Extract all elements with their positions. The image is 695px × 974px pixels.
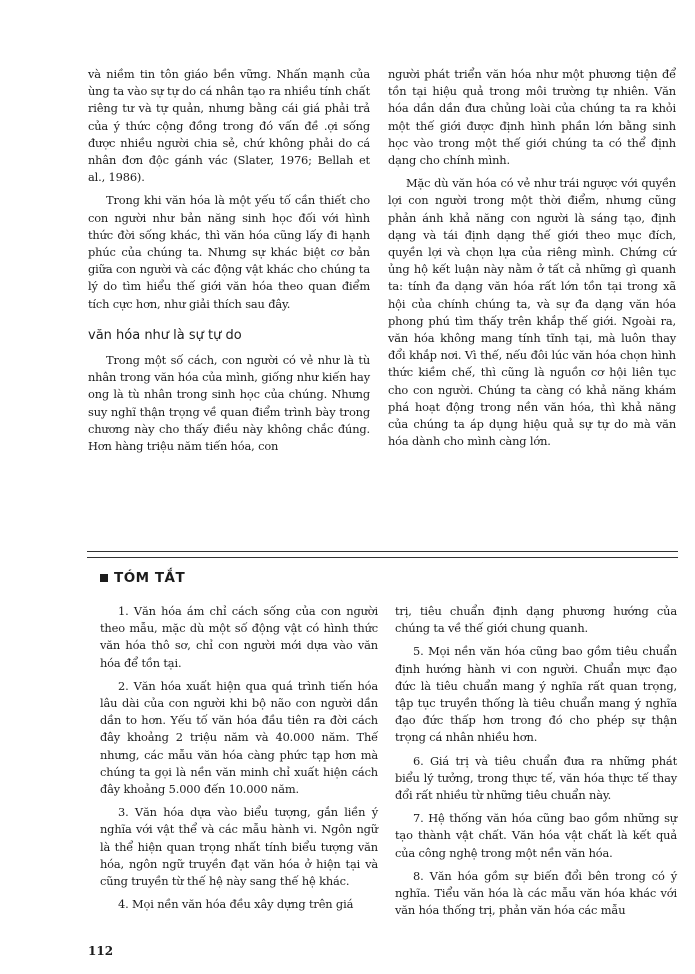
summary-heading: [100, 570, 185, 586]
paragraph: Mặc dù văn hóa có vẻ như trái ngược với quyền lợi con người trong một thời điểm, nhưng cũng phản ánh khả năng con người là sáng tạo, định dạng và tái định dạng thế giới theo mục đích, quyền lợi và chọn lựa của riêng mình. Chứng cứ ủng hộ kết luận này nằm ở tất cả những gì quanh ta: tính đa dạng văn hóa rất lớn tồn tại trong xã hội của chính chúng ta, và sự đa dạng văn hóa phong phú tìm thấy trên khắp thế giới. Ngoài ra, văn hóa không mang tính tĩnh tại, mà luôn thay đổi khắp nơi. Vì thế, nếu đôi lúc văn hóa chọn hình thức kiềm chế, thì cũng là nguồn cơ hội liên tục cho con người. Chúng ta càng có khả năng khám phá hoạt động trong nền văn hóa, thì khả năng của chúng ta áp dụng hiệu quả sự tự do mà văn hóa dành cho mình càng lớn.: [388, 176, 676, 449]
summary-item: 1. Văn hóa ám chỉ cách sống của con người theo mẫu, mặc dù một số động vật có hình thức văn hóa thô sơ, chỉ con người mới dựa vào văn hóa để tồn tại.: [100, 604, 378, 670]
summary-item: 4. Mọi nền văn hóa đều xây dựng trên giá: [118, 897, 354, 912]
divider: [87, 557, 678, 558]
page-number: 112: [88, 944, 114, 958]
summary-item: 2. Văn hóa xuất hiện qua quá trình tiến hóa lâu dài của con người khi bộ não con người dần dần to hơn. Yếu tố văn hóa đầu tiên ra đời cách đây khoảng 2 triệu năm và 40.000 năm. Thế nhưng, các mẫu văn hóa càng phức tạp hơn mà chúng ta gọi là nền văn minh chỉ xuất hiện cách đây khoảng 5.000 đến 10.000 năm.: [100, 678, 378, 797]
paragraph: Trong một số cách, con người có vẻ như là tù nhân trong văn hóa của mình, giống như kiến hay ong là tù nhân trong sinh học của chúng. Nhưng suy nghĩ thận trọng về quan điểm trình bày trong chương này cho thấy điều này không chắc đúng. Hơn hàng triệu năm tiến hóa, con: [88, 353, 370, 454]
summary-right-column: [395, 603, 677, 925]
divider: [87, 551, 678, 552]
summary-item: 6. Giá trị và tiêu chuẩn đưa ra những phát biểu lý tưởng, trong thực tế, văn hóa thực tế thay đổi rất nhiều từ những tiêu chuẩn này.: [395, 753, 677, 803]
summary-item: trị, tiêu chuẩn định dạng phương hướng của chúng ta về thế giới chung quanh.: [395, 604, 677, 636]
section-heading: văn hóa như là sự tự do: [88, 327, 242, 343]
summary-heading-label: TÓM TẮT: [114, 570, 186, 586]
square-bullet-icon: [100, 574, 108, 582]
paragraph: và niềm tin tôn giáo bền vững. Nhấn mạnh của ùng ta vào sự tự do cá nhân tạo ra nhiều tính chất riêng tư và tự quản, nhưng bằng cái giá phải trả của ý thức cộng đồng trong đó vấn đề .ợi sống được nhiều người chia sẻ, chứ không phải do cá nhân đơn độc gánh vác (Slater, 1976; Bellah et al., 1986).: [88, 67, 370, 185]
summary-item: 8. Văn hóa gồm sự biến đổi bên trong có ý nghĩa. Tiểu văn hóa là các mẫu văn hóa khác với văn hóa thống trị, phản văn hóa các mẫu: [395, 868, 677, 918]
top-right-column: [388, 66, 676, 456]
summary-item: 3. Văn hóa dựa vào biểu tượng, gắn liền ý nghĩa với vật thể và các mẫu hành vi. Ngôn ngữ là thể hiện quan trọng nhất tính biểu tượng văn hóa, ngôn ngữ truyền đạt văn hóa ở hiện tại và cũng truyền từ thế hệ này sang thế hệ khác.: [100, 805, 378, 889]
summary-left-column: [100, 603, 378, 919]
summary-item: 5. Mọi nền văn hóa cũng bao gồm tiêu chuẩn định hướng hành vi con người. Chuẩn mực đạo đức là tiêu chuẩn mang ý nghĩa rất quan trọng, tập tục truyền thống là tiêu chuẩn mang ý nghĩa đạo đức thấp hơn trong đó cho phép sự thận trọng cá nhân nhiều hơn.: [395, 644, 677, 745]
top-left-column: [88, 66, 370, 461]
summary-item: 7. Hệ thống văn hóa cũng bao gồm những sự tạo thành vật chất. Văn hóa vật chất là kết quả của công nghệ trong một nền văn hóa.: [395, 811, 677, 860]
paragraph: Trong khi văn hóa là một yếu tố cần thiết cho con người như bản năng sinh học đối với hình thức đời sống khác, thì văn hóa cũng lấy đi hạnh phúc của chúng ta. Nhưng sự khác biệt cơ bản giữa con người và các động vật khác cho chúng ta lý do tìm hiểu thế giới văn hóa theo quan điểm tích cực hơn, như giải thích sau đây.: [88, 193, 370, 311]
paragraph: người phát triển văn hóa như một phương tiện để tồn tại hiệu quả trong môi trường tự nhiên. Văn hóa dần dần đưa chủng loài của chúng ta ra khỏi một thế giới được định hình phần lớn bằng sinh học vào trong một thế giới chúng ta có thể định dạng cho chính mình.: [388, 67, 676, 168]
